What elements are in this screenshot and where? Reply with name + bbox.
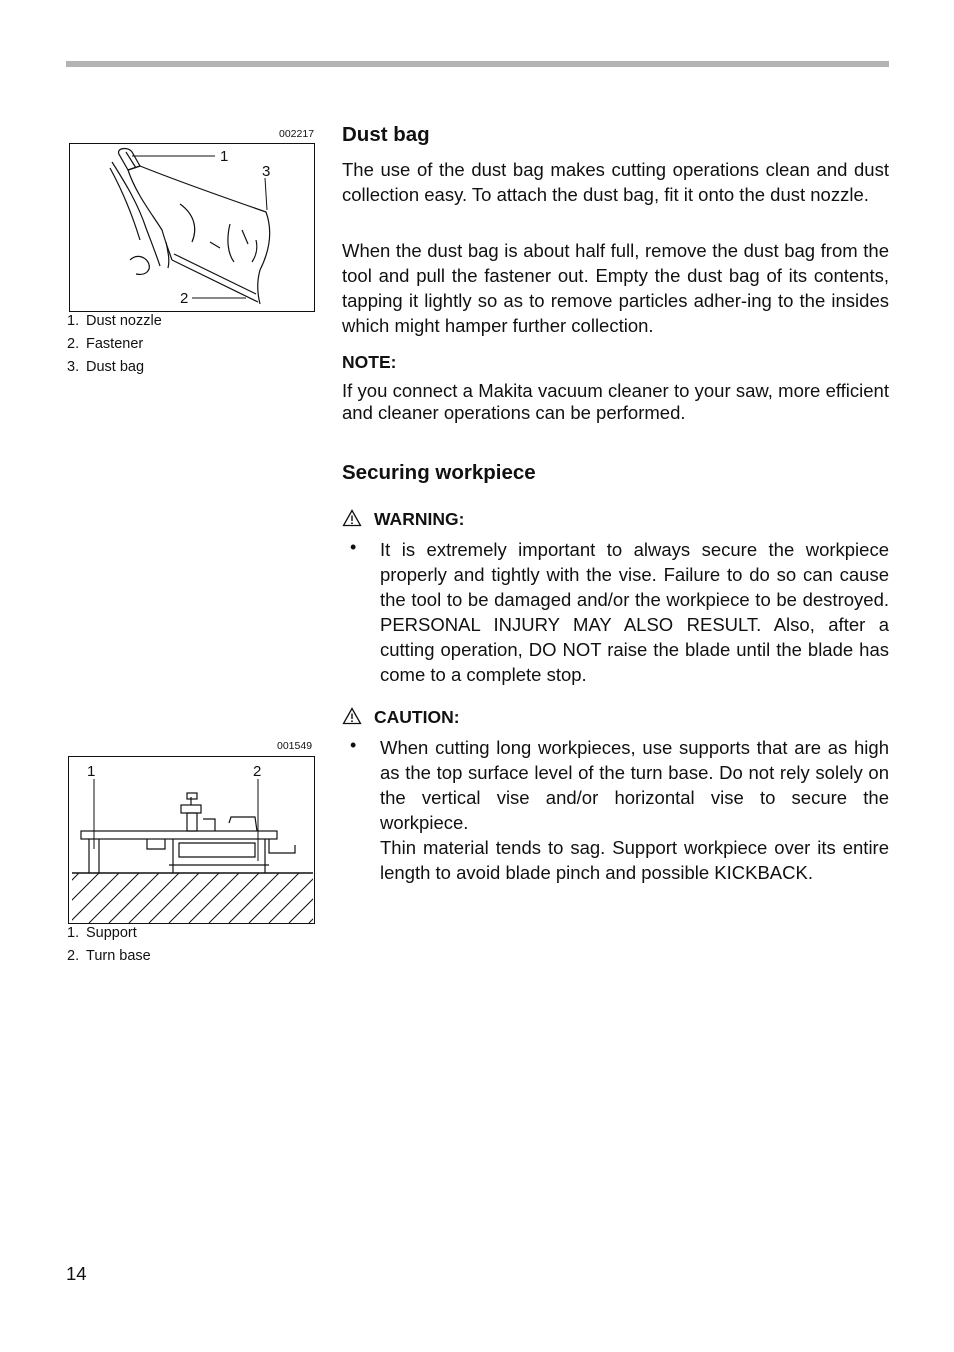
note-text: If you connect a Makita vacuum cleaner to your saw, more efficient and cleaner operations can be performed. [342,380,889,423]
callout-2: 2 [180,290,189,307]
bullet-icon: • [350,537,357,557]
warning-triangle-icon [342,509,362,527]
bullet-icon: • [350,735,357,755]
callout-1: 1 [87,763,96,780]
dust-bag-paragraph-2: When the dust bag is about half full, remove the dust bag from the tool and pull the fastener out. Empty the dust bag of its contents, tapping it lightly so as to remove particles adher-ing to the insides which might hamper further collection. [342,240,889,336]
caution-text-2: Thin material tends to sag. Support workpiece over its entire length to avoid blade pinch and possible KICKBACK. [380,837,889,883]
legend-item: 1. Support [67,925,137,941]
legend-item: 3. Dust bag [67,359,145,375]
warning-label: WARNING: [374,509,465,529]
caution-triangle-icon [342,707,362,725]
callout-1: 1 [220,148,229,165]
note-label: NOTE: [342,352,397,372]
warning-label-row [342,509,464,530]
warning-text: It is extremely important to always secure the workpiece properly and tightly with the vise. Failure to do so can cause the tool to be damaged and/or the workpiece to be destroyed. PERSONAL INJURY MAY ALSO RESULT. Also, after a cutting operation, DO NOT raise the blade until the blade has come to a complete stop. [380,539,889,685]
figure-1-code: 002217 [279,128,315,140]
dust-bag-paragraph-1: The use of the dust bag makes cutting operations clean and dust collection easy. To attach the dust bag, fit it onto the dust nozzle. [342,159,889,205]
legend-item: 2. Fastener [67,336,144,352]
legend-item: 1. Dust nozzle [67,313,162,329]
securing-workpiece-heading: Securing workpiece [342,461,536,484]
figure-1-legend [67,310,162,379]
figure-2-legend [67,922,151,968]
dust-bag-heading: Dust bag [342,123,430,146]
legend-item: 2. Turn base [67,948,151,964]
caution-text-1: When cutting long workpieces, use supports that are as high as the top surface level of the turn base. Do not rely solely on the vertical vise and/or horizontal vise to secure the workpiece. [380,737,889,833]
callout-2: 2 [253,763,262,780]
caution-label-row [342,707,460,728]
page-number: 14 [66,1263,87,1284]
caution-label: CAUTION: [374,707,460,727]
top-rule [66,61,889,67]
dust-bag-figure [69,143,315,312]
callout-3: 3 [262,163,271,180]
figure-2-code: 001549 [277,740,313,752]
support-figure [68,756,315,924]
